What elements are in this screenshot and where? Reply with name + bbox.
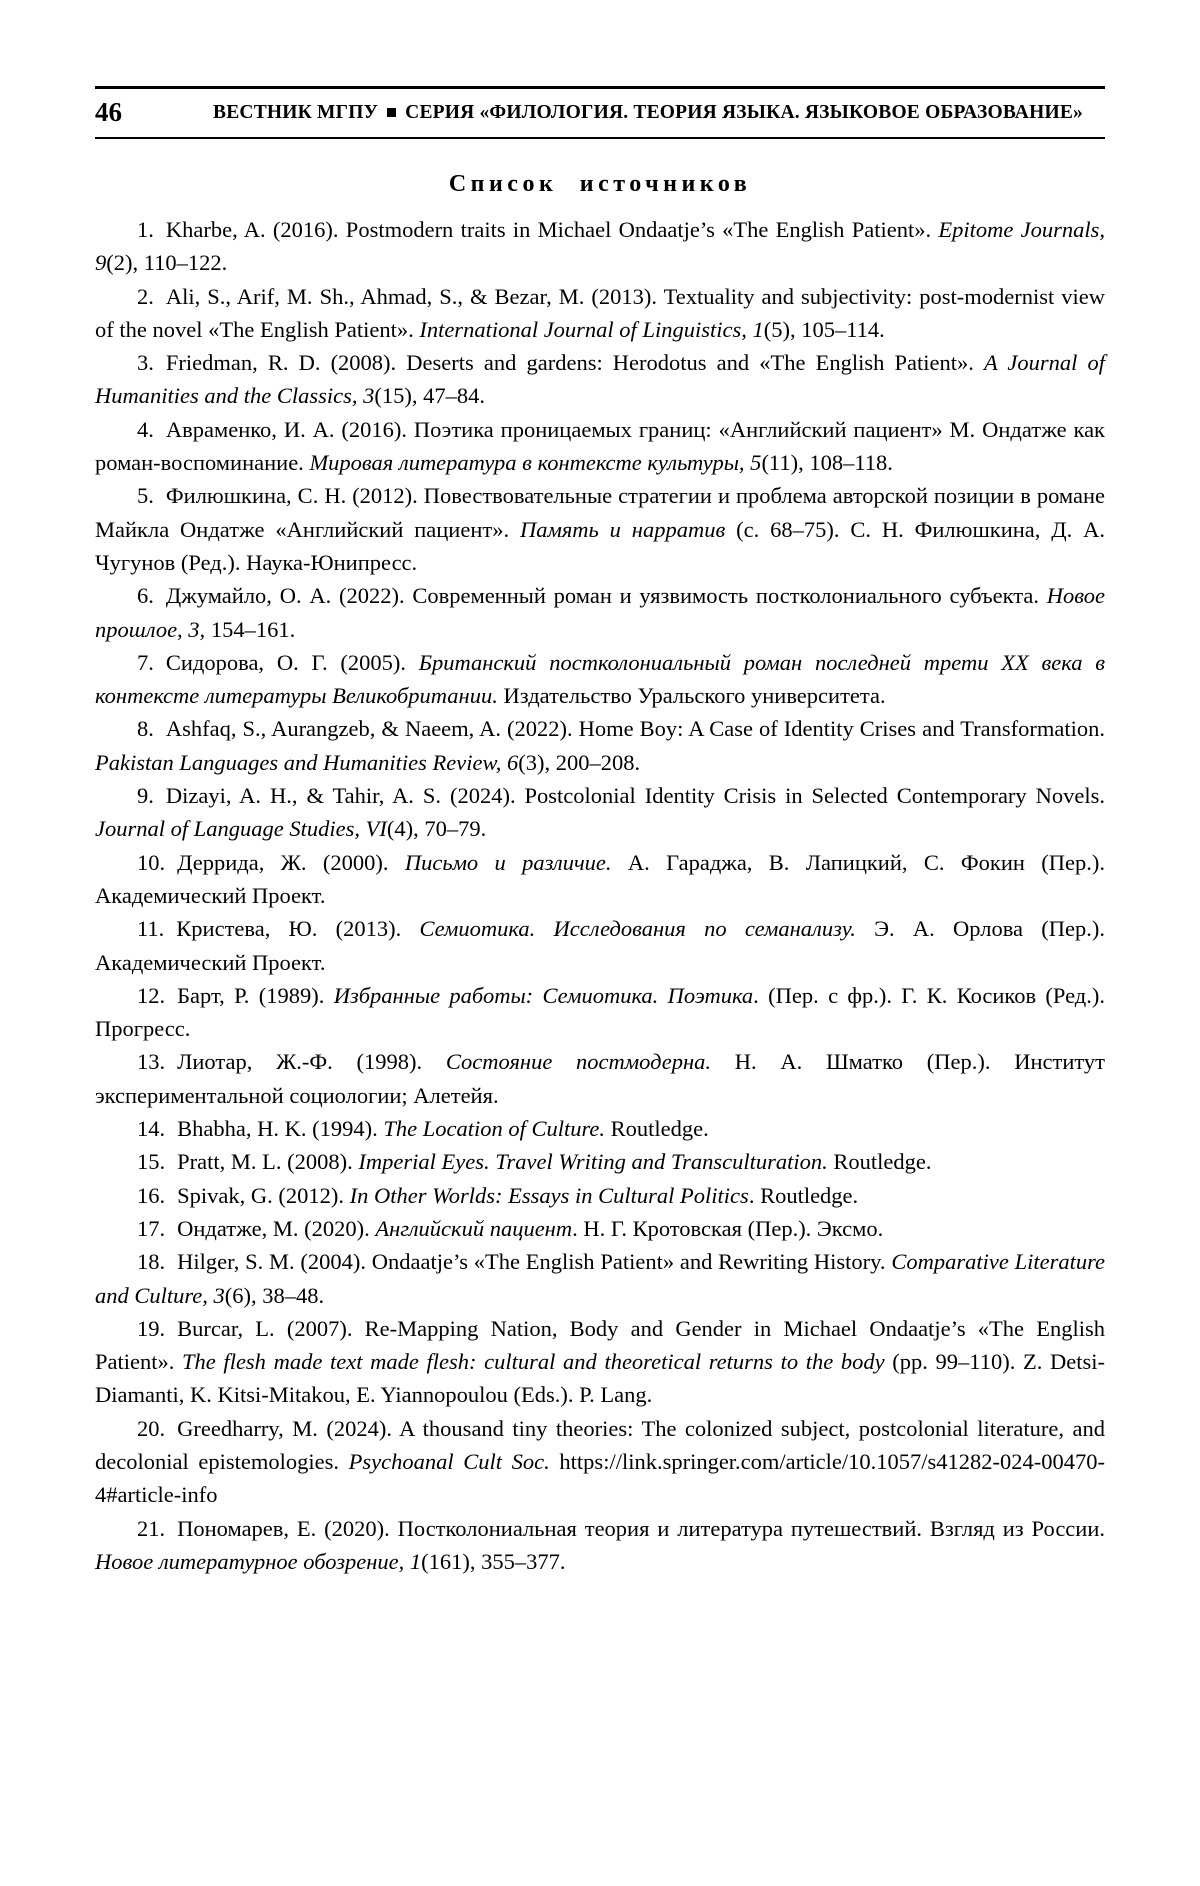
reference-item: [95, 579, 1105, 646]
reference-item: [95, 213, 1105, 280]
reference-text: (15), 47–84.: [374, 383, 485, 409]
reference-text: https://link.springer.com/article/10.1057/s41282-024-00470-4#article-info: [95, 1448, 1105, 1508]
reference-number: 11.: [137, 916, 165, 942]
reference-title-italic: Английский пациент: [375, 1215, 573, 1241]
reference-number: 20.: [137, 1415, 166, 1441]
reference-item: [95, 846, 1105, 913]
reference-item: [95, 413, 1105, 480]
reference-number: 7.: [137, 649, 154, 675]
reference-item: [95, 979, 1105, 1046]
reference-title-italic: Мировая литература в контексте культуры, 5: [309, 450, 762, 476]
reference-title-italic: Epitome Journals, 9: [95, 217, 1106, 276]
reference-text: (pp. 99–110). Z. Detsi-Diamanti, K. Kitsi-Mitakou, E. Yiannopoulou (Eds.). P. Lang.: [95, 1349, 1105, 1408]
page-number: 46: [95, 97, 122, 127]
reference-text: Spivak, G. (2012).: [177, 1182, 350, 1208]
reference-number: 16.: [137, 1182, 166, 1208]
reference-number: 15.: [137, 1149, 166, 1175]
reference-text: . Routledge.: [748, 1182, 859, 1208]
reference-text: (161), 355–377.: [421, 1548, 566, 1574]
reference-text: Джумайло, О. А. (2022). Современный роман и уязвимость постколониального субъекта.: [165, 583, 1047, 609]
reference-text: Ондатже, М. (2020).: [177, 1215, 376, 1241]
reference-title-italic: Comparative Literature and Culture, 3: [95, 1249, 1105, 1308]
reference-number: 19.: [137, 1315, 166, 1341]
reference-text: Авраменко, И. А. (2016). Поэтика проницаемых границ: «Английский пациент» М. Ондатже как роман-воспоминание.: [95, 416, 1105, 476]
running-head: [191, 102, 1105, 124]
reference-text: Сидорова, О. Г. (2005).: [165, 649, 419, 675]
reference-item: [95, 912, 1105, 979]
reference-item: [95, 1512, 1105, 1579]
reference-text: Лиотар, Ж.-Ф. (1998).: [177, 1049, 446, 1075]
reference-number: 14.: [137, 1116, 166, 1142]
reference-item: [95, 646, 1105, 713]
reference-title-italic: Imperial Eyes. Travel Writing and Transculturation.: [358, 1149, 828, 1175]
reference-list: [95, 213, 1105, 1578]
reference-number: 2.: [137, 283, 154, 309]
reference-item: [95, 1045, 1105, 1112]
reference-item: [95, 712, 1105, 779]
journal-title: ВЕСТНИК МГПУ: [213, 101, 379, 123]
reference-text: (11), 108–118.: [761, 450, 893, 476]
reference-item: [95, 779, 1105, 846]
reference-title-italic: Избранные работы: Семиотика. Поэтика: [333, 982, 754, 1008]
reference-text: Издательство Уральского университета.: [497, 683, 886, 709]
reference-title-italic: Новое прошлое, 3,: [95, 583, 1105, 642]
reference-item: [95, 346, 1105, 413]
reference-item: [95, 1145, 1105, 1178]
reference-title-italic: Британский постколониальный роман последней трети XX века в контексте литературы Великобритании.: [95, 649, 1105, 709]
reference-number: 1.: [137, 217, 154, 242]
reference-text: Burcar, L. (2007). Re-Mapping Nation, Body and Gender in Michael Ondaatje’s «The English Patient».: [95, 1315, 1105, 1375]
reference-text: (2), 110–122.: [106, 250, 228, 276]
reference-text: . Н. Г. Кротовская (Пер.). Эксмо.: [572, 1215, 884, 1241]
reference-title-italic: Семиотика. Исследования по семанализу.: [419, 916, 856, 942]
reference-item: [95, 1112, 1105, 1145]
reference-title-italic: Память и нарратив: [519, 516, 726, 542]
reference-title-italic: Journal of Language Studies, VI: [95, 816, 387, 842]
reference-text: Hilger, S. M. (2004). Ondaatje’s «The English Patient» and Rewriting History.: [177, 1249, 892, 1275]
reference-text: Friedman, R. D. (2008). Deserts and gardens: Herodotus and «The English Patient».: [165, 350, 984, 376]
reference-number: 17.: [137, 1215, 166, 1241]
reference-item: [95, 280, 1105, 347]
reference-text: (4), 70–79.: [386, 816, 487, 842]
reference-title-italic: The flesh made text made flesh: cultural and theoretical returns to the body: [182, 1349, 885, 1375]
reference-text: Барт, Р. (1989).: [177, 982, 334, 1008]
reference-title-italic: Psychoanal Cult Soc.: [348, 1448, 550, 1474]
reference-item: [95, 1245, 1105, 1312]
reference-text: Routledge.: [605, 1116, 709, 1142]
reference-item: [95, 1179, 1105, 1212]
reference-number: 12.: [137, 982, 166, 1008]
reference-text: (с. 68–75). С. Н. Филюшкина, Д. А. Чугунов (Ред.). Наука-Юнипресс.: [95, 516, 1105, 575]
reference-text: Dizayi, A. H., & Tahir, A. S. (2024). Postcolonial Identity Crisis in Selected Contemporary Novels.: [165, 783, 1105, 809]
reference-number: 8.: [137, 716, 154, 742]
journal-page: [95, 86, 1105, 1578]
reference-text: Деррида, Ж. (2000).: [177, 849, 405, 875]
reference-text: Филюшкина, С. Н. (2012). Повествовательные стратегии и проблема авторской позиции в романе Майкла Ондатже «Английский пациент».: [95, 483, 1105, 542]
reference-text: Ashfaq, S., Aurangzeb, & Naeem, A. (2022). Home Boy: A Case of Identity Crises and Transformation.: [165, 716, 1105, 742]
reference-text: Э. А. Орлова (Пер.). Академический Проект.: [95, 916, 1106, 975]
reference-title-italic: The Location of Culture.: [383, 1116, 606, 1142]
reference-title-italic: Pakistan Languages and Humanities Review, 6: [95, 749, 519, 775]
reference-text: Кристева, Ю. (2013).: [176, 916, 420, 942]
reference-text: А. Гараджа, В. Лапицкий, С. Фокин (Пер.). Академический Проект.: [95, 849, 1106, 908]
reference-item: [95, 1212, 1105, 1245]
reference-text: (6), 38–48.: [224, 1282, 325, 1308]
reference-text: Н. А. Шматко (Пер.). Институт экспериментальной социологии; Алетейя.: [95, 1049, 1106, 1108]
reference-text: Пономарев, Е. (2020). Постколониальная теория и литература путешествий. Взгляд из России.: [177, 1515, 1105, 1541]
reference-title-italic: Новое литературное обозрение, 1: [95, 1548, 422, 1574]
reference-number: 9.: [137, 783, 154, 809]
reference-number: 4.: [137, 416, 154, 442]
square-bullet-icon: [387, 108, 396, 117]
reference-text: 154–161.: [205, 616, 296, 642]
reference-text: Kharbe, A. (2016). Postmodern traits in Michael Ondaatje’s «The English Patient».: [165, 217, 939, 242]
reference-number: 5.: [137, 483, 154, 509]
reference-item: [95, 479, 1105, 579]
reference-text: Routledge.: [827, 1149, 932, 1175]
reference-title-italic: Письмо и различие.: [404, 849, 612, 875]
section-title: Список источников: [448, 171, 752, 197]
page-header: [95, 86, 1105, 139]
reference-title-italic: Состояние постмодерна.: [445, 1049, 712, 1075]
reference-text: Pratt, M. L. (2008).: [177, 1149, 359, 1175]
reference-number: 3.: [137, 350, 154, 376]
reference-item: [95, 1312, 1105, 1412]
reference-title-italic: In Other Worlds: Essays in Cultural Politics: [349, 1182, 749, 1208]
reference-number: 6.: [137, 583, 154, 609]
series-title: СЕРИЯ «ФИЛОЛОГИЯ. ТЕОРИЯ ЯЗЫКА. ЯЗЫКОВОЕ ОБРАЗОВАНИЕ»: [405, 101, 1083, 123]
reference-number: 10.: [137, 849, 166, 875]
reference-text: Bhabha, H. K. (1994).: [177, 1116, 384, 1142]
reference-item: [95, 1412, 1105, 1512]
reference-text: . (Пер. с фр.). Г. К. Косиков (Ред.). Прогресс.: [95, 982, 1106, 1042]
reference-title-italic: International Journal of Linguistics, 1: [419, 316, 764, 342]
reference-number: 21.: [137, 1515, 166, 1541]
reference-title-italic: A Journal of Humanities and the Classics, 3: [95, 350, 1105, 409]
reference-text: Ali, S., Arif, M. Sh., Ahmad, S., & Bezar, M. (2013). Textuality and subjectivity: post-modernist view of the novel «The English Patient».: [95, 283, 1105, 342]
reference-text: (3), 200–208.: [518, 749, 641, 775]
reference-number: 18.: [137, 1249, 166, 1275]
reference-text: Greedharry, M. (2024). A thousand tiny theories: The colonized subject, postcolonial literature, and decolonial epistemologies.: [95, 1415, 1105, 1474]
reference-text: (5), 105–114.: [763, 316, 885, 342]
reference-number: 13.: [137, 1049, 166, 1075]
